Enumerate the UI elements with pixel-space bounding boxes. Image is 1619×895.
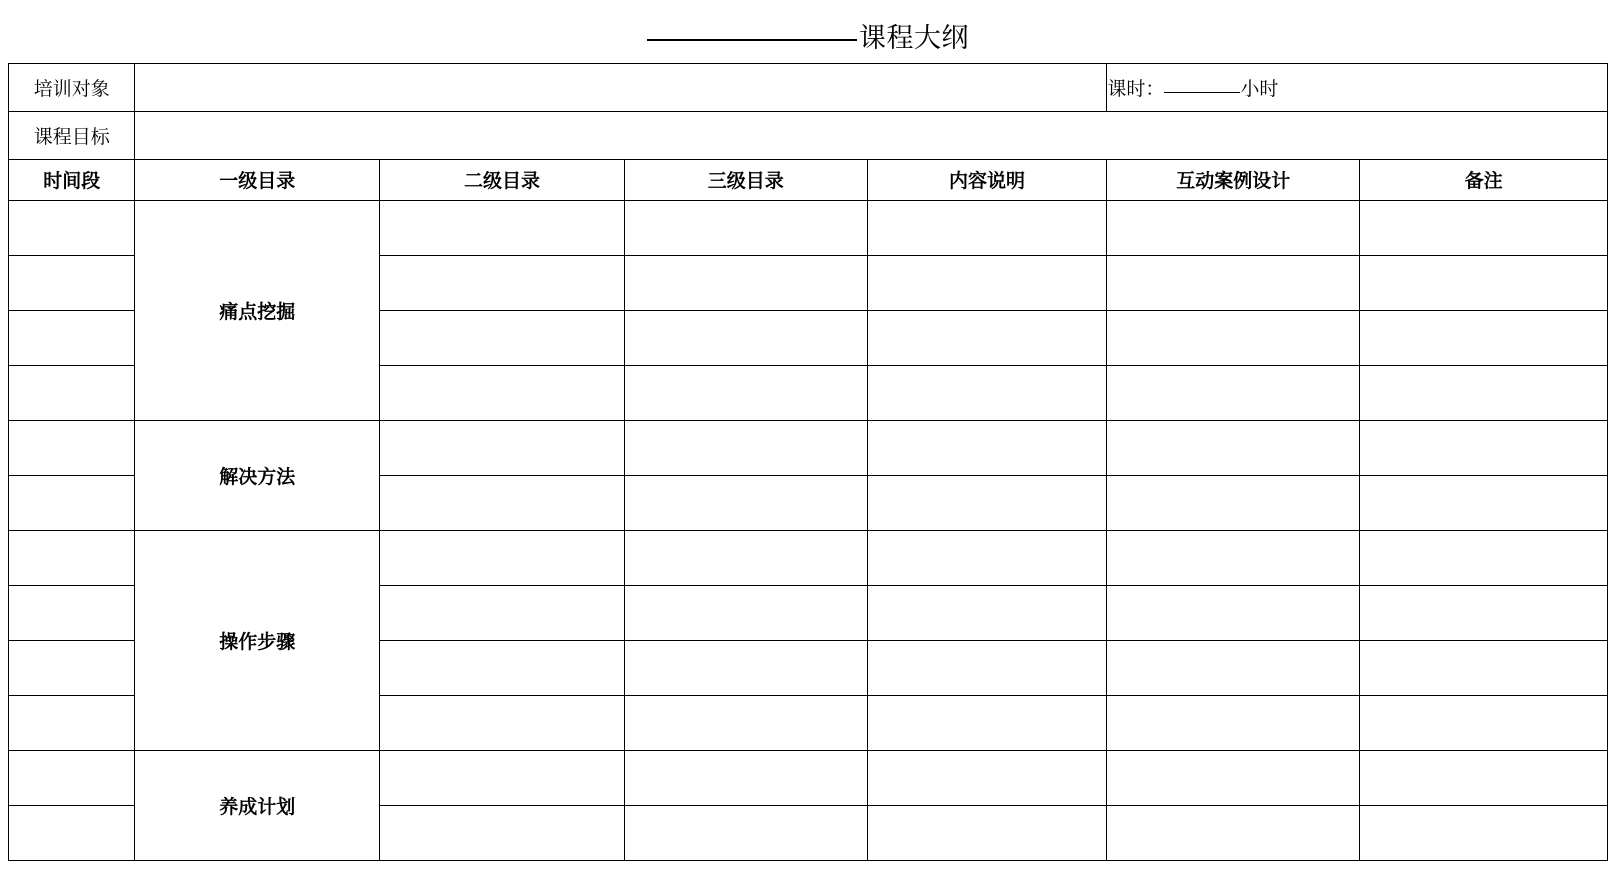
cell-level2[interactable] (380, 475, 625, 530)
objective-value[interactable] (135, 111, 1608, 159)
cell-content[interactable] (867, 695, 1107, 750)
cell-time[interactable] (9, 365, 135, 420)
cell-content[interactable] (867, 805, 1107, 860)
page-title (647, 23, 969, 53)
page-title-text: 课程大纲 (859, 22, 969, 53)
cell-level2[interactable] (380, 695, 625, 750)
cell-interaction[interactable] (1107, 750, 1360, 805)
cell-time[interactable] (9, 310, 135, 365)
cell-content[interactable] (867, 365, 1107, 420)
table-row (9, 420, 1608, 475)
cell-time[interactable] (9, 420, 135, 475)
cell-interaction[interactable] (1107, 310, 1360, 365)
cell-level2[interactable] (380, 200, 625, 255)
course-outline-table (8, 8, 1608, 861)
cell-level3[interactable] (624, 420, 867, 475)
column-header-level2: 二级目录 (380, 159, 625, 200)
cell-level1-group-3: 养成计划 (135, 750, 380, 860)
cell-remark[interactable] (1360, 200, 1608, 255)
audience-label: 培训对象 (9, 63, 135, 111)
table-row (9, 530, 1608, 585)
cell-level3[interactable] (624, 310, 867, 365)
cell-content[interactable] (867, 640, 1107, 695)
cell-interaction[interactable] (1107, 475, 1360, 530)
audience-value[interactable] (135, 63, 1107, 111)
cell-content[interactable] (867, 475, 1107, 530)
cell-level3[interactable] (624, 530, 867, 585)
cell-level2[interactable] (380, 255, 625, 310)
audience-row (9, 63, 1608, 111)
cell-level3[interactable] (624, 200, 867, 255)
hours-label: 课时： (1107, 78, 1165, 100)
cell-remark[interactable] (1360, 695, 1608, 750)
column-header-level1: 一级目录 (135, 159, 380, 200)
cell-remark[interactable] (1360, 475, 1608, 530)
cell-interaction[interactable] (1107, 585, 1360, 640)
cell-interaction[interactable] (1107, 640, 1360, 695)
cell-time[interactable] (9, 750, 135, 805)
cell-content[interactable] (867, 200, 1107, 255)
title-row (9, 8, 1608, 63)
column-header-remark: 备注 (1360, 159, 1608, 200)
cell-content[interactable] (867, 750, 1107, 805)
cell-level2[interactable] (380, 420, 625, 475)
cell-time[interactable] (9, 200, 135, 255)
cell-content[interactable] (867, 530, 1107, 585)
cell-level1-group-1: 解决方法 (135, 420, 380, 530)
cell-level2[interactable] (380, 750, 625, 805)
document-title-cell (9, 8, 1608, 63)
cell-level2[interactable] (380, 585, 625, 640)
column-header-content: 内容说明 (867, 159, 1107, 200)
cell-level1-group-2: 操作步骤 (135, 530, 380, 750)
cell-time[interactable] (9, 255, 135, 310)
cell-interaction[interactable] (1107, 255, 1360, 310)
cell-interaction[interactable] (1107, 695, 1360, 750)
hours-cell[interactable] (1107, 63, 1608, 111)
column-header-interaction: 互动案例设计 (1107, 159, 1360, 200)
cell-level3[interactable] (624, 750, 867, 805)
cell-remark[interactable] (1360, 530, 1608, 585)
cell-remark[interactable] (1360, 640, 1608, 695)
cell-remark[interactable] (1360, 750, 1608, 805)
cell-content[interactable] (867, 255, 1107, 310)
cell-level2[interactable] (380, 310, 625, 365)
cell-level2[interactable] (380, 530, 625, 585)
cell-level3[interactable] (624, 805, 867, 860)
cell-level1-group-0: 痛点挖掘 (135, 200, 380, 420)
title-blank-line[interactable] (647, 39, 857, 41)
cell-level3[interactable] (624, 695, 867, 750)
cell-level3[interactable] (624, 475, 867, 530)
cell-content[interactable] (867, 420, 1107, 475)
cell-level2[interactable] (380, 805, 625, 860)
cell-time[interactable] (9, 640, 135, 695)
cell-interaction[interactable] (1107, 420, 1360, 475)
cell-remark[interactable] (1360, 310, 1608, 365)
column-header-level3: 三级目录 (624, 159, 867, 200)
table-row (9, 750, 1608, 805)
table-row (9, 200, 1608, 255)
objective-label: 课程目标 (9, 111, 135, 159)
cell-time[interactable] (9, 530, 135, 585)
column-header-time: 时间段 (9, 159, 135, 200)
cell-time[interactable] (9, 805, 135, 860)
cell-remark[interactable] (1360, 365, 1608, 420)
cell-content[interactable] (867, 585, 1107, 640)
cell-level3[interactable] (624, 365, 867, 420)
cell-time[interactable] (9, 695, 135, 750)
cell-level2[interactable] (380, 640, 625, 695)
objective-row (9, 111, 1608, 159)
cell-remark[interactable] (1360, 805, 1608, 860)
cell-remark[interactable] (1360, 420, 1608, 475)
course-outline-sheet (0, 8, 1619, 895)
table-header-row (9, 159, 1608, 200)
cell-level3[interactable] (624, 585, 867, 640)
cell-interaction[interactable] (1107, 365, 1360, 420)
cell-interaction[interactable] (1107, 530, 1360, 585)
cell-level2[interactable] (380, 365, 625, 420)
cell-remark[interactable] (1360, 255, 1608, 310)
cell-interaction[interactable] (1107, 805, 1360, 860)
cell-content[interactable] (867, 310, 1107, 365)
cell-time[interactable] (9, 475, 135, 530)
cell-time[interactable] (9, 585, 135, 640)
hours-blank-line[interactable] (1164, 92, 1240, 93)
hours-unit: 小时 (1240, 78, 1279, 100)
cell-interaction[interactable] (1107, 200, 1360, 255)
cell-remark[interactable] (1360, 585, 1608, 640)
cell-level3[interactable] (624, 255, 867, 310)
cell-level3[interactable] (624, 640, 867, 695)
